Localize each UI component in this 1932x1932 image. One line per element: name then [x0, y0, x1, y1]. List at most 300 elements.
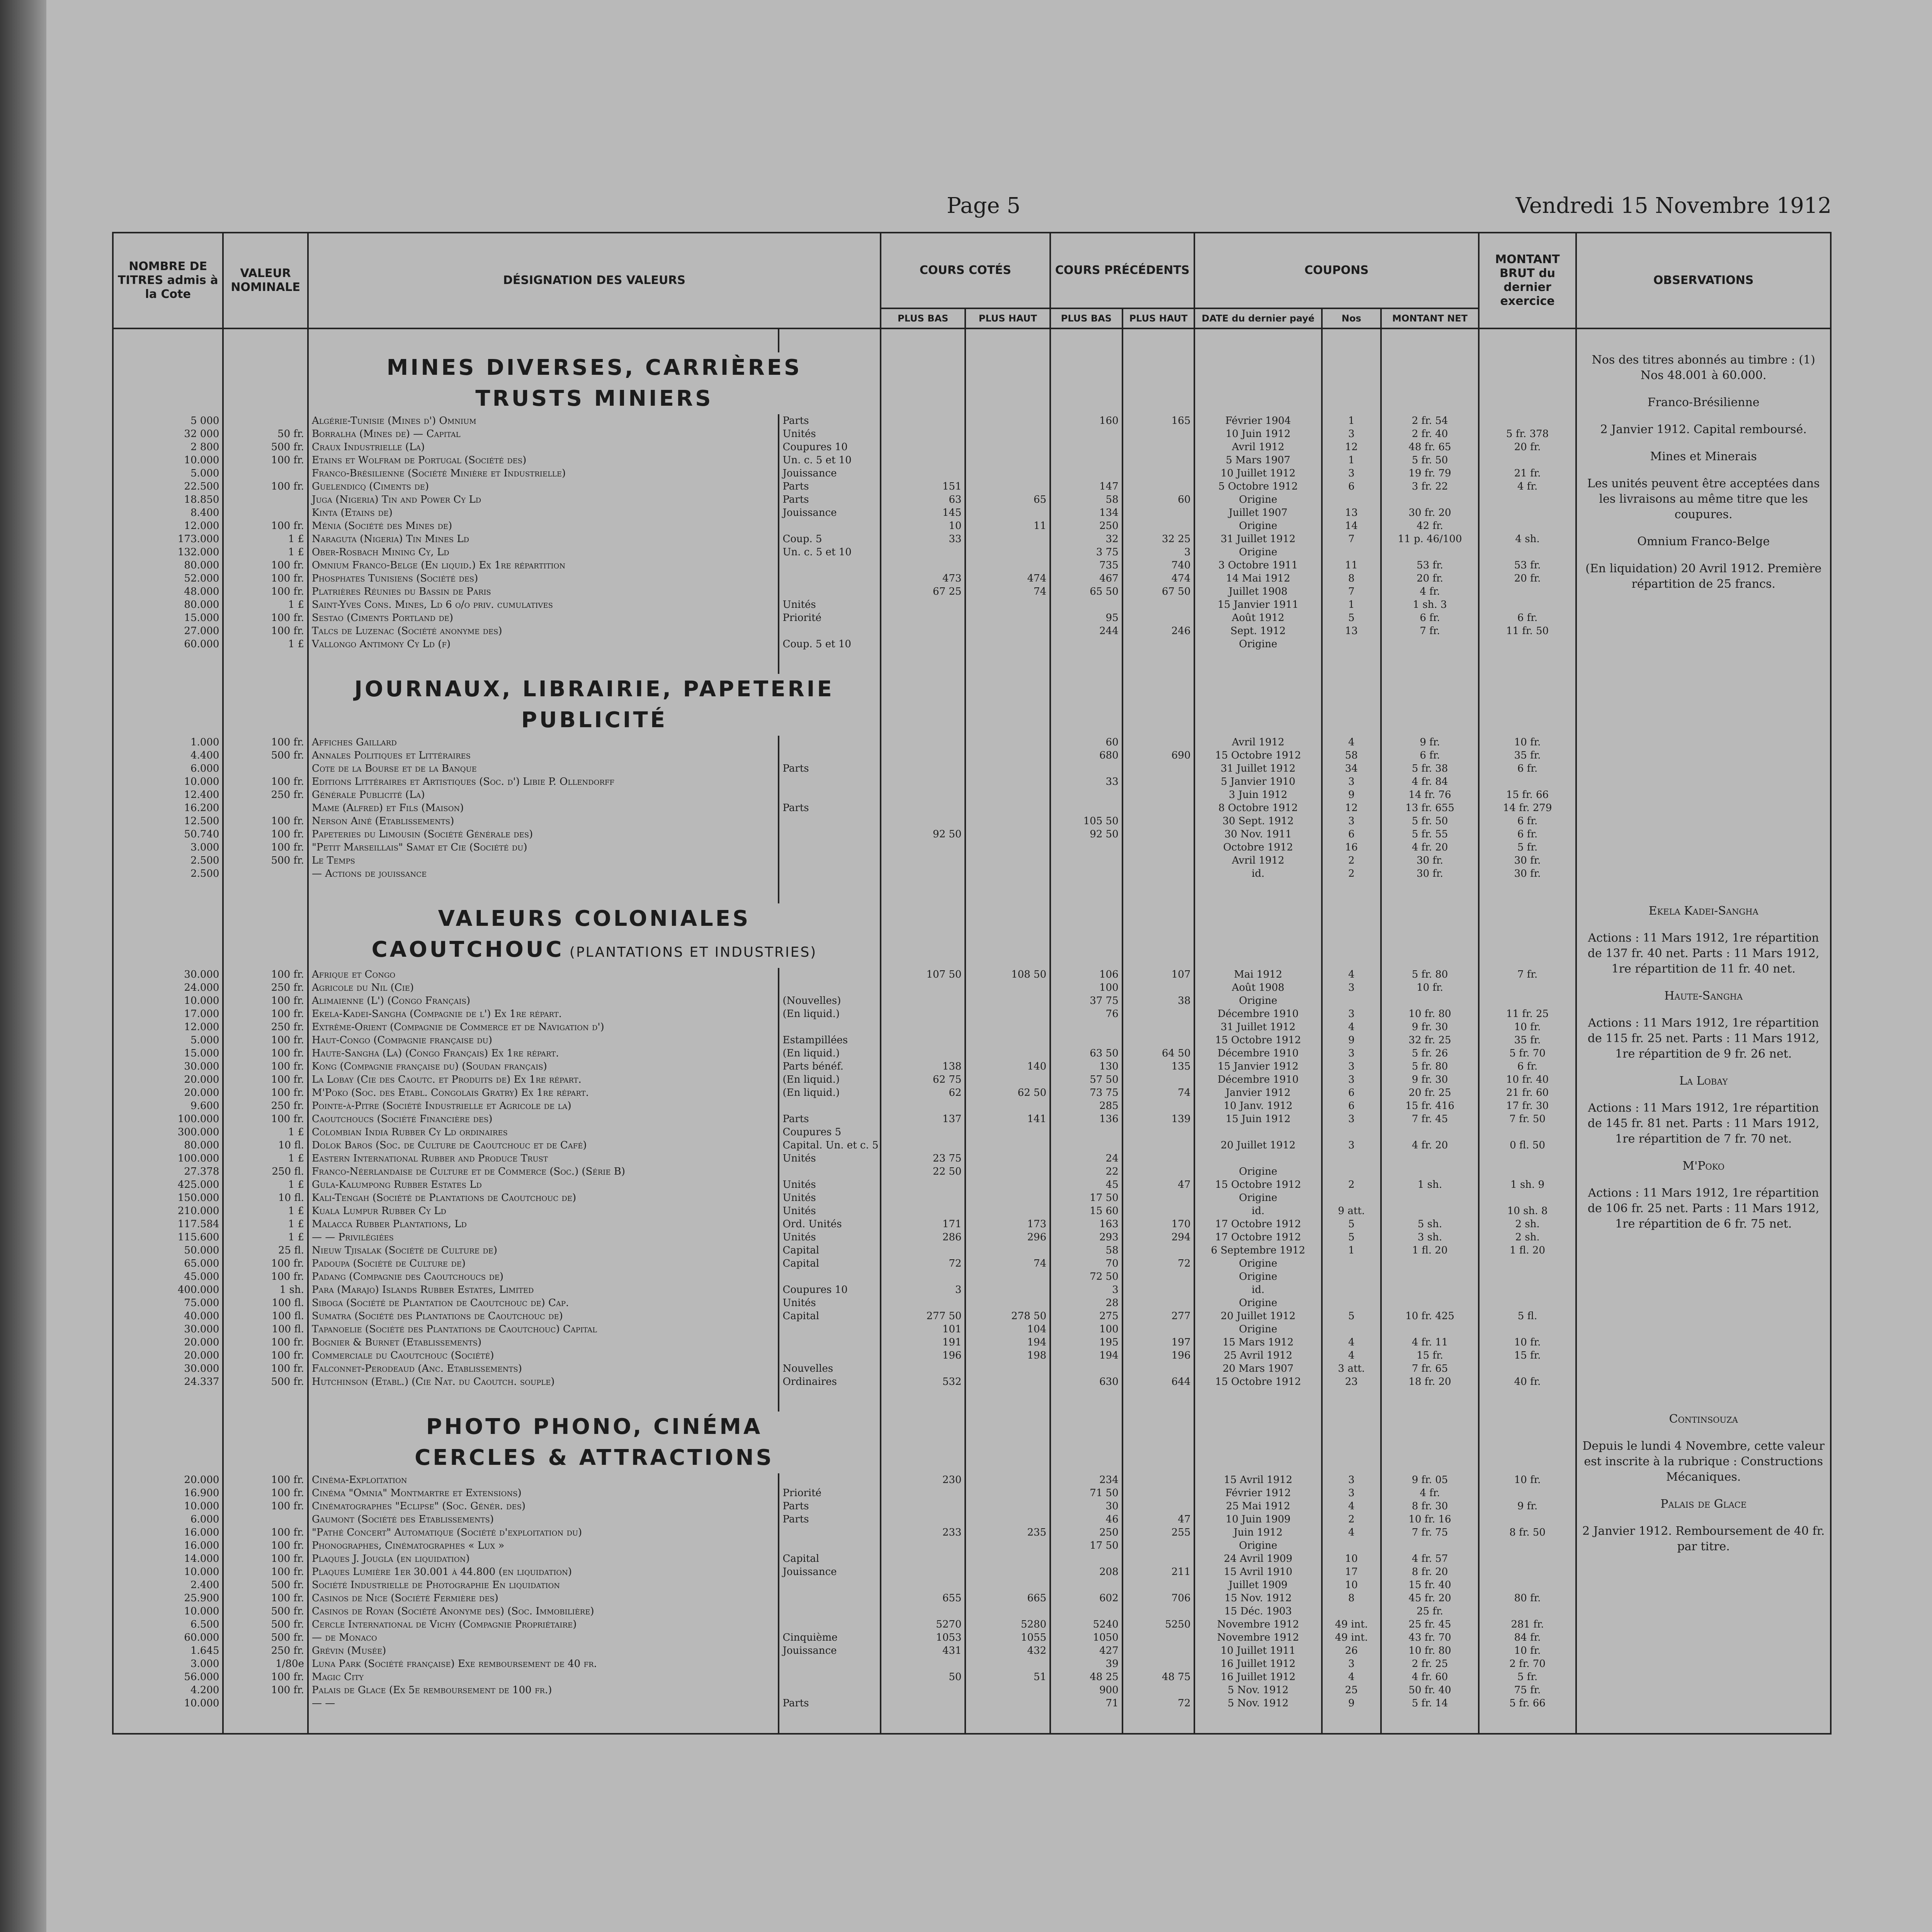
cell-cp-haut: 60	[1122, 493, 1195, 506]
cell-montant-brut: 1 fl. 20	[1479, 1244, 1576, 1257]
blank-cell	[113, 674, 223, 736]
cell-cc-haut	[965, 815, 1050, 828]
cell-cp-haut: 135	[1122, 1060, 1195, 1073]
cell-cp-bas: 17 50	[1050, 1539, 1122, 1552]
observation-note: 2 Janvier 1912. Capital remboursé.	[1600, 423, 1807, 436]
cell-coupon-date: 31 Juillet 1912	[1194, 532, 1321, 546]
cell-designation: Gula-Kalumpong Rubber Estates Ld	[308, 1178, 779, 1191]
table-row	[113, 1257, 1831, 1270]
cell-cc-haut	[965, 828, 1050, 841]
cell-coupon-no: 2	[1322, 1178, 1381, 1191]
cell-coupon-date: 15 Nov. 1912	[1194, 1592, 1321, 1605]
table-row	[113, 1020, 1831, 1034]
cell-cc-haut	[965, 454, 1050, 467]
cell-cc-haut	[965, 1513, 1050, 1526]
cell-cc-haut	[965, 1047, 1050, 1060]
observation-note: Nos des titres abonnés au timbre : (1) Nos 48.001 à 60.000.	[1592, 353, 1815, 382]
blank-cell	[1194, 352, 1321, 414]
table-row	[113, 1139, 1831, 1152]
cell-nombre: 117.584	[113, 1218, 223, 1231]
cell-designation: Haute-Sangha (La) (Congo Français) Ex 1re répart.	[308, 1047, 779, 1060]
spacer-cell	[1194, 1710, 1321, 1734]
cell-montant-brut: 15 fr. 66	[1479, 788, 1576, 801]
cell-categorie: (En liquid.)	[779, 1086, 880, 1099]
cell-cp-haut	[1122, 981, 1195, 994]
cell-cc-bas	[881, 801, 966, 815]
cell-cp-haut	[1122, 638, 1195, 651]
cell-nombre: 30.000	[113, 968, 223, 981]
cell-categorie: Parts	[779, 493, 880, 506]
cell-montant-brut: 80 fr.	[1479, 1592, 1576, 1605]
cell-cp-haut	[1122, 1296, 1195, 1310]
table-row	[113, 1086, 1831, 1099]
cell-categorie: Unités	[779, 1231, 880, 1244]
cell-montant-brut	[1479, 994, 1576, 1007]
section-title-line1: PHOTO PHONO, CINÉMA	[426, 1414, 763, 1439]
cell-cp-haut: 294	[1122, 1231, 1195, 1244]
cell-coupon-date: 31 Juillet 1912	[1194, 762, 1321, 775]
cell-coupon-date: Avril 1912	[1194, 736, 1321, 749]
cell-coupon-date: 20 Mars 1907	[1194, 1362, 1321, 1375]
observation-note: Omnium Franco-Belge	[1637, 535, 1770, 548]
cell-designation: Afrique et Congo	[308, 968, 779, 981]
cell-cc-bas: 196	[881, 1349, 966, 1362]
cell-valeur: 500 fr.	[223, 1618, 308, 1631]
cell-montant-brut	[1479, 1323, 1576, 1336]
cell-categorie: Parts	[779, 480, 880, 493]
observation-note: Continsouza	[1669, 1412, 1738, 1426]
cell-montant-net: 7 fr. 75	[1381, 1526, 1479, 1539]
table-row	[113, 736, 1831, 749]
cell-coupon-no: 4	[1322, 736, 1381, 749]
cell-cc-bas: 5270	[881, 1618, 966, 1631]
cell-coupon-no	[1322, 1323, 1381, 1336]
spacer-cell	[1322, 651, 1381, 674]
table-row	[113, 638, 1831, 651]
cell-montant-brut: 5 fr. 378	[1479, 427, 1576, 440]
cell-valeur: 100 fr.	[223, 775, 308, 788]
cell-valeur: 250 fr.	[223, 1644, 308, 1657]
observation-note: Actions : 11 Mars 1912, 1re répartition de 145 fr. 81 net. Parts : 11 Mars 1912, 1re répartition de 7 fr. 70 net.	[1587, 1101, 1820, 1146]
cell-cp-bas: 250	[1050, 519, 1122, 532]
cell-coupon-no: 4	[1322, 968, 1381, 981]
cell-nombre: 5.000	[113, 467, 223, 480]
cell-valeur: 1 £	[223, 1218, 308, 1231]
section-spacer	[113, 328, 1831, 352]
cell-valeur: 100 fr.	[223, 585, 308, 598]
cell-montant-net: 45 fr. 20	[1381, 1592, 1479, 1605]
cell-coupon-no: 49 int.	[1322, 1618, 1381, 1631]
cell-nombre: 12.500	[113, 815, 223, 828]
cell-designation: Padoupa (Société de Culture de)	[308, 1257, 779, 1270]
cell-valeur: 50 fr.	[223, 427, 308, 440]
blank-cell	[113, 352, 223, 414]
table-row	[113, 1047, 1831, 1060]
table-row	[113, 1323, 1831, 1336]
cell-cp-haut: 165	[1122, 414, 1195, 427]
spacer-cell	[1322, 1388, 1381, 1412]
cell-valeur: 500 fr.	[223, 854, 308, 867]
cell-cc-bas	[881, 1657, 966, 1670]
cell-cc-haut	[965, 1486, 1050, 1500]
cell-coupon-date: Février 1912	[1194, 1486, 1321, 1500]
cell-cc-bas	[881, 1362, 966, 1375]
cell-cp-bas	[1050, 1034, 1122, 1047]
cell-montant-brut: 75 fr.	[1479, 1684, 1576, 1697]
blank-cell	[1322, 1412, 1381, 1473]
cell-valeur: 1 £	[223, 1204, 308, 1218]
cell-designation: Bognier & Burnet (Etablissements)	[308, 1336, 779, 1349]
cell-cc-bas: 67 25	[881, 585, 966, 598]
cell-designation: Borralha (Mines de) — Capital	[308, 427, 779, 440]
cell-coupon-date: Juillet 1908	[1194, 585, 1321, 598]
cell-montant-net: 2 fr. 54	[1381, 414, 1479, 427]
cell-montant-net: 2 fr. 25	[1381, 1657, 1479, 1670]
cell-coupon-no: 3	[1322, 1047, 1381, 1060]
cell-valeur: 10 fl.	[223, 1139, 308, 1152]
section-title-line2	[312, 383, 877, 414]
cell-designation: Extrême-Orient (Compagnie de Commerce et de Navigation d')	[308, 1020, 779, 1034]
spacer-cell	[1381, 1388, 1479, 1412]
cell-categorie	[779, 981, 880, 994]
cell-categorie	[779, 1099, 880, 1112]
cell-coupon-no: 34	[1322, 762, 1381, 775]
cell-designation: Nerson Ainé (Etablissements)	[308, 815, 779, 828]
table-row	[113, 994, 1831, 1007]
section-spacer	[113, 880, 1831, 903]
cell-cp-bas: 58	[1050, 1244, 1122, 1257]
cell-cc-haut	[965, 1362, 1050, 1375]
cell-coupon-date: Origine	[1194, 1323, 1321, 1336]
cell-nombre: 25.900	[113, 1592, 223, 1605]
cell-montant-net: 5 fr. 26	[1381, 1047, 1479, 1060]
cell-valeur: 1 £	[223, 1231, 308, 1244]
page-number: Page 5	[947, 193, 1020, 218]
cell-cp-bas: 63 50	[1050, 1047, 1122, 1060]
cell-nombre: 4.400	[113, 749, 223, 762]
cell-montant-brut: 0 fl. 50	[1479, 1139, 1576, 1152]
cell-montant-net: 5 fr. 50	[1381, 815, 1479, 828]
cell-categorie: Ord. Unités	[779, 1218, 880, 1231]
cell-coupon-date: Mai 1912	[1194, 968, 1321, 981]
cell-valeur: 100 fr.	[223, 1486, 308, 1500]
cell-cp-bas: 71 50	[1050, 1486, 1122, 1500]
cell-coupon-date: Origine	[1194, 1539, 1321, 1552]
cell-montant-net	[1381, 546, 1479, 559]
cell-cp-haut	[1122, 1552, 1195, 1565]
cell-valeur: 100 fr.	[223, 1473, 308, 1486]
col-nombre: NOMBRE DE TITRES admis à la Cote	[113, 233, 223, 328]
cell-montant-net: 15 fr. 416	[1381, 1099, 1479, 1112]
cell-cc-bas	[881, 1605, 966, 1618]
cell-montant-brut: 10 sh. 8	[1479, 1204, 1576, 1218]
cell-cc-haut: 140	[965, 1060, 1050, 1073]
cell-designation: Kong (Compagnie française du) (Soudan français)	[308, 1060, 779, 1073]
cell-coupon-date: 15 Avril 1910	[1194, 1565, 1321, 1578]
cell-coupon-date: 15 Octobre 1912	[1194, 749, 1321, 762]
cell-nombre: 1.645	[113, 1644, 223, 1657]
cell-coupon-date: Origine	[1194, 493, 1321, 506]
cell-cp-bas: 105 50	[1050, 815, 1122, 828]
table-row	[113, 493, 1831, 506]
cell-nombre: 4.200	[113, 1684, 223, 1697]
cell-coupon-no: 8	[1322, 1592, 1381, 1605]
cell-montant-net: 30 fr.	[1381, 867, 1479, 880]
cell-coupon-no: 7	[1322, 585, 1381, 598]
spacer-cell	[881, 328, 966, 352]
cell-coupon-no: 9	[1322, 1034, 1381, 1047]
cell-cp-bas	[1050, 801, 1122, 815]
cell-coupon-date: Origine	[1194, 1191, 1321, 1204]
cell-cp-bas	[1050, 1139, 1122, 1152]
cell-categorie	[779, 1336, 880, 1349]
cell-cp-haut	[1122, 506, 1195, 519]
cell-montant-net	[1381, 638, 1479, 651]
table-row	[113, 801, 1831, 815]
cell-categorie	[779, 585, 880, 598]
table-row	[113, 854, 1831, 867]
cell-cp-bas: 100	[1050, 981, 1122, 994]
section-title-line2	[312, 705, 877, 736]
cell-cp-bas: 3 75	[1050, 546, 1122, 559]
cell-valeur	[223, 506, 308, 519]
cell-cp-bas: 467	[1050, 572, 1122, 585]
cell-cp-bas: 250	[1050, 1526, 1122, 1539]
cell-coupon-no	[1322, 1605, 1381, 1618]
table-row	[113, 1296, 1831, 1310]
table-row	[113, 506, 1831, 519]
cell-designation: Grévin (Musée)	[308, 1644, 779, 1657]
cell-categorie	[779, 749, 880, 762]
cell-categorie: Ordinaires	[779, 1375, 880, 1388]
blank-cell	[1381, 1412, 1479, 1473]
table-row	[113, 981, 1831, 994]
observation-note: Haute-Sangha	[1664, 989, 1743, 1003]
cell-cp-haut: 74	[1122, 1086, 1195, 1099]
spacer-cell	[1479, 328, 1576, 352]
cell-cc-bas	[881, 841, 966, 854]
cell-nombre: 50.000	[113, 1244, 223, 1257]
section-title-line2	[312, 934, 877, 968]
spacer-cell	[965, 328, 1050, 352]
cell-montant-brut: 5 fr.	[1479, 1670, 1576, 1684]
cell-montant-net: 25 fr.	[1381, 1605, 1479, 1618]
cell-montant-brut	[1479, 638, 1576, 651]
cell-coupon-date: 5 Nov. 1912	[1194, 1684, 1321, 1697]
cell-nombre: 22.500	[113, 480, 223, 493]
cell-nombre: 2.500	[113, 854, 223, 867]
section-title-line1: MINES DIVERSES, CARRIÈRES	[386, 355, 802, 380]
cell-designation: Editions Littéraires et Artistiques (Soc. d') Libie P. Ollendorff	[308, 775, 779, 788]
cell-coupon-date: Décembre 1910	[1194, 1073, 1321, 1086]
cell-valeur: 100 fr.	[223, 1362, 308, 1375]
cell-montant-brut	[1479, 493, 1576, 506]
cell-cc-bas	[881, 749, 966, 762]
cell-designation: Franco-Brésilienne (Société Minière et Industrielle)	[308, 467, 779, 480]
table-row	[113, 1578, 1831, 1592]
cell-designation: Alimaienne (L') (Congo Français)	[308, 994, 779, 1007]
cell-designation: Nieuw Tjisalak (Société de Culture de)	[308, 1244, 779, 1257]
cell-nombre: 60.000	[113, 1631, 223, 1644]
cell-cc-bas	[881, 427, 966, 440]
cell-cp-bas: 630	[1050, 1375, 1122, 1388]
cell-categorie	[779, 572, 880, 585]
cell-categorie: Coup. 5	[779, 532, 880, 546]
cell-designation: Colombian India Rubber Cy Ld ordinaires	[308, 1126, 779, 1139]
cell-cc-haut: 141	[965, 1112, 1050, 1126]
spacer-cell	[1122, 1388, 1195, 1412]
cell-cp-haut: 72	[1122, 1697, 1195, 1710]
spacer-cell	[223, 328, 308, 352]
cell-coupon-no	[1322, 493, 1381, 506]
cell-nombre: 27.378	[113, 1165, 223, 1178]
cell-coupon-no: 13	[1322, 624, 1381, 638]
table-row	[113, 1218, 1831, 1231]
cell-cc-bas: 138	[881, 1060, 966, 1073]
table-row	[113, 1473, 1831, 1486]
cell-cc-haut	[965, 624, 1050, 638]
spacer-cell	[965, 1388, 1050, 1412]
cell-nombre: 2.500	[113, 867, 223, 880]
cell-nombre: 2 800	[113, 440, 223, 454]
cell-cc-haut	[965, 775, 1050, 788]
cell-categorie	[779, 775, 880, 788]
cell-montant-brut: 6 fr.	[1479, 1060, 1576, 1073]
table-row	[113, 1592, 1831, 1605]
cell-cc-bas: 101	[881, 1323, 966, 1336]
cell-designation: "Pathé Concert" Automatique (Société d'exploitation du)	[308, 1526, 779, 1539]
table-row	[113, 454, 1831, 467]
table-row	[113, 1513, 1831, 1526]
blank-cell	[1050, 352, 1122, 414]
section-subtitle: (PLANTATIONS ET INDUSTRIES)	[564, 944, 817, 960]
cell-coupon-no	[1322, 1191, 1381, 1204]
cell-categorie	[779, 559, 880, 572]
cell-cc-bas	[881, 559, 966, 572]
cell-cp-bas: 46	[1050, 1513, 1122, 1526]
cell-cc-bas	[881, 1296, 966, 1310]
cell-designation: Sestao (Ciments Portland de)	[308, 611, 779, 624]
spacer-cell	[965, 880, 1050, 903]
cell-cc-haut	[965, 736, 1050, 749]
cell-cp-haut	[1122, 1020, 1195, 1034]
cell-montant-brut: 30 fr.	[1479, 854, 1576, 867]
cell-coupon-date: Origine	[1194, 1296, 1321, 1310]
table-row	[113, 1618, 1831, 1631]
cell-valeur: 100 fr.	[223, 1034, 308, 1047]
table-row	[113, 1178, 1831, 1191]
cell-valeur	[223, 1697, 308, 1710]
spacer-cell	[779, 1388, 880, 1412]
blank-cell	[113, 903, 223, 968]
cell-cp-bas	[1050, 1362, 1122, 1375]
cell-cc-haut: 11	[965, 519, 1050, 532]
table-row	[113, 1165, 1831, 1178]
cell-cc-bas	[881, 1139, 966, 1152]
cell-categorie: Unités	[779, 1178, 880, 1191]
cell-cp-haut	[1122, 1323, 1195, 1336]
cell-cc-haut	[965, 1244, 1050, 1257]
spacer-cell	[1479, 880, 1576, 903]
table-row	[113, 1657, 1831, 1670]
table-row	[113, 1060, 1831, 1073]
cell-designation: — Actions de jouissance	[308, 867, 779, 880]
cell-coupon-no	[1322, 1165, 1381, 1178]
cell-coupon-date: Décembre 1910	[1194, 1047, 1321, 1060]
cell-cp-bas: 136	[1050, 1112, 1122, 1126]
cell-montant-brut	[1479, 1578, 1576, 1592]
cell-nombre: 425.000	[113, 1178, 223, 1191]
cell-montant-brut	[1479, 1565, 1576, 1578]
spacer-cell	[1381, 880, 1479, 903]
cell-cc-bas	[881, 1270, 966, 1283]
cell-cp-haut: 64 50	[1122, 1047, 1195, 1060]
cell-valeur	[223, 467, 308, 480]
cell-cp-haut	[1122, 1500, 1195, 1513]
cell-montant-brut: 5 fl.	[1479, 1310, 1576, 1323]
cell-cp-bas	[1050, 454, 1122, 467]
cell-categorie	[779, 867, 880, 880]
cell-categorie: Un. c. 5 et 10	[779, 454, 880, 467]
spacer-cell	[223, 880, 308, 903]
cell-coupon-date: 8 Octobre 1912	[1194, 801, 1321, 815]
cell-cp-haut	[1122, 867, 1195, 880]
table-row	[113, 1539, 1831, 1552]
cell-montant-net: 2 fr. 40	[1381, 427, 1479, 440]
cell-valeur: 1 sh.	[223, 1283, 308, 1296]
cell-nombre: 20.000	[113, 1073, 223, 1086]
cell-nombre: 15.000	[113, 1047, 223, 1060]
cell-cp-bas: 95	[1050, 611, 1122, 624]
cell-categorie	[779, 1349, 880, 1362]
section-title-row	[113, 1412, 1831, 1473]
blank-cell	[1050, 1412, 1122, 1473]
cell-cc-bas: 277 50	[881, 1310, 966, 1323]
cell-coupon-date: 17 Octobre 1912	[1194, 1231, 1321, 1244]
cell-coupon-no: 58	[1322, 749, 1381, 762]
cell-cc-bas	[881, 598, 966, 611]
cell-categorie	[779, 815, 880, 828]
cell-valeur: 100 fr.	[223, 1257, 308, 1270]
cell-montant-net: 10 fr. 425	[1381, 1310, 1479, 1323]
cell-cp-haut	[1122, 828, 1195, 841]
cell-coupon-no: 12	[1322, 801, 1381, 815]
cell-cp-haut: 67 50	[1122, 585, 1195, 598]
cell-categorie: Parts	[779, 1112, 880, 1126]
cell-designation: "Petit Marseillais" Samat et Cie (Société du)	[308, 841, 779, 854]
cell-cc-bas	[881, 1178, 966, 1191]
table-row	[113, 1126, 1831, 1139]
cell-cp-haut	[1122, 1244, 1195, 1257]
cell-valeur	[223, 762, 308, 775]
cell-cp-haut	[1122, 1539, 1195, 1552]
cell-categorie: Estampillées	[779, 1034, 880, 1047]
cell-designation: Malacca Rubber Plantations, Ld	[308, 1218, 779, 1231]
cell-cp-haut	[1122, 1644, 1195, 1657]
cell-cc-haut	[965, 1473, 1050, 1486]
cell-cp-bas	[1050, 1020, 1122, 1034]
cell-coupon-no: 6	[1322, 1086, 1381, 1099]
cell-coupon-no: 25	[1322, 1684, 1381, 1697]
cell-cp-haut	[1122, 1191, 1195, 1204]
cell-montant-brut: 35 fr.	[1479, 749, 1576, 762]
spacer-cell	[1194, 328, 1321, 352]
cell-designation: Agricole du Nil (Cie)	[308, 981, 779, 994]
cell-cp-haut	[1122, 736, 1195, 749]
cell-montant-net: 42 fr.	[1381, 519, 1479, 532]
spacer-cell	[1479, 651, 1576, 674]
cell-cp-haut: 32 25	[1122, 532, 1195, 546]
